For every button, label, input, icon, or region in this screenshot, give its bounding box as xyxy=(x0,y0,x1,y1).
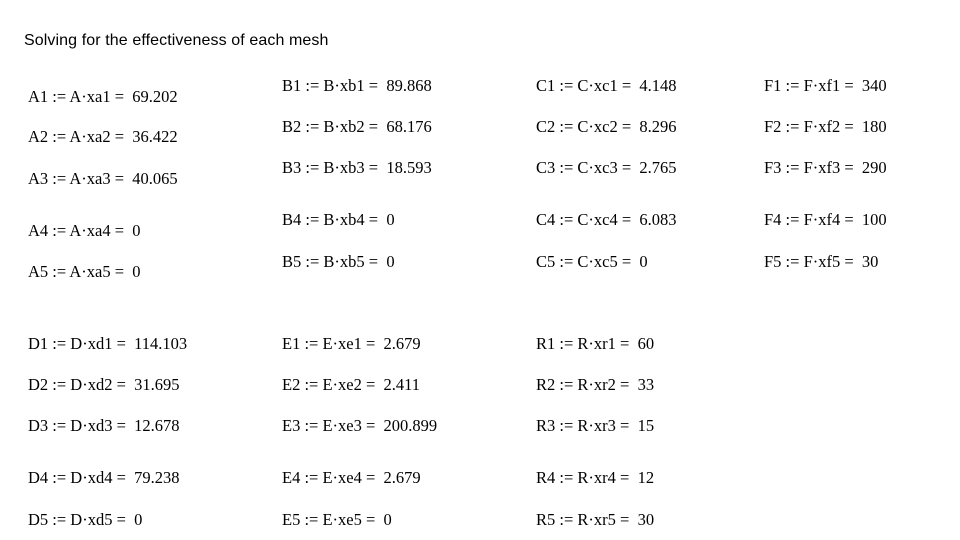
equation-r3: R3 := R·xr3 = 15 xyxy=(536,416,655,435)
equation-a3: A3 := A·xa3 = 40.065 xyxy=(28,169,178,188)
equation-d3: D3 := D·xd3 = 12.678 xyxy=(28,416,180,435)
equation-e4: E4 := E·xe4 = 2.679 xyxy=(282,468,421,487)
equation-f5: F5 := F·xf5 = 30 xyxy=(764,252,879,271)
equation-b5: B5 := B·xb5 = 0 xyxy=(282,252,395,271)
equation-f4: F4 := F·xf4 = 100 xyxy=(764,210,887,229)
equation-e5: E5 := E·xe5 = 0 xyxy=(282,510,392,529)
equation-a5: A5 := A·xa5 = 0 xyxy=(28,262,141,281)
equation-r2: R2 := R·xr2 = 33 xyxy=(536,375,655,394)
equation-c1: C1 := C·xc1 = 4.148 xyxy=(536,76,677,95)
equation-e3: E3 := E·xe3 = 200.899 xyxy=(282,416,438,435)
equation-c5: C5 := C·xc5 = 0 xyxy=(536,252,648,271)
equation-d1: D1 := D·xd1 = 114.103 xyxy=(28,334,188,353)
equation-b3: B3 := B·xb3 = 18.593 xyxy=(282,158,432,177)
equation-r1: R1 := R·xr1 = 60 xyxy=(536,334,655,353)
equation-a4: A4 := A·xa4 = 0 xyxy=(28,221,141,240)
equation-b2: B2 := B·xb2 = 68.176 xyxy=(282,117,432,136)
equation-a2: A2 := A·xa2 = 36.422 xyxy=(28,127,178,146)
equation-r4: R4 := R·xr4 = 12 xyxy=(536,468,655,487)
equation-f2: F2 := F·xf2 = 180 xyxy=(764,117,887,136)
equation-e1: E1 := E·xe1 = 2.679 xyxy=(282,334,421,353)
equation-f1: F1 := F·xf1 = 340 xyxy=(764,76,887,95)
equation-e2: E2 := E·xe2 = 2.411 xyxy=(282,375,421,394)
equation-c4: C4 := C·xc4 = 6.083 xyxy=(536,210,677,229)
equation-d2: D2 := D·xd2 = 31.695 xyxy=(28,375,180,394)
equation-b4: B4 := B·xb4 = 0 xyxy=(282,210,395,229)
equation-d5: D5 := D·xd5 = 0 xyxy=(28,510,143,529)
equation-d4: D4 := D·xd4 = 79.238 xyxy=(28,468,180,487)
equation-c2: C2 := C·xc2 = 8.296 xyxy=(536,117,677,136)
equation-r5: R5 := R·xr5 = 30 xyxy=(536,510,655,529)
equation-c3: C3 := C·xc3 = 2.765 xyxy=(536,158,677,177)
page-title: Solving for the effectiveness of each mesh xyxy=(24,32,329,49)
equation-a1: A1 := A·xa1 = 69.202 xyxy=(28,87,178,106)
equation-b1: B1 := B·xb1 = 89.868 xyxy=(282,76,432,95)
equation-f3: F3 := F·xf3 = 290 xyxy=(764,158,887,177)
